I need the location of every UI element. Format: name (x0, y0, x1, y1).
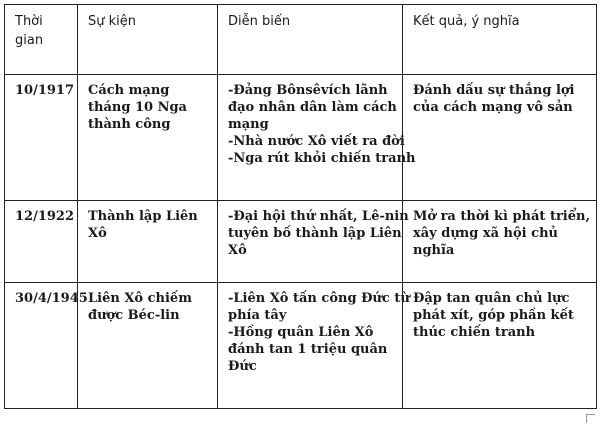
cell-progress (218, 201, 409, 283)
cell-result (403, 283, 597, 409)
time-line: 10/1917 (15, 83, 75, 98)
progress-line: đánh tan 1 triệu quân (228, 342, 388, 357)
progress-line: tuyên bố thành lập Liên (228, 226, 402, 241)
progress-line: Đức (228, 359, 257, 374)
header-cell-progress (218, 5, 403, 75)
result-line: xây dựng xã hội chủ (413, 226, 558, 241)
event-line: được Béc-lin (88, 308, 180, 323)
progress-line: -Nhà nước Xô viết ra đời (228, 134, 405, 149)
cell-time (5, 75, 78, 201)
time-line: 12/1922 (15, 209, 75, 224)
event-line: thành công (88, 117, 171, 132)
progress-line: phía tây (228, 308, 287, 323)
result-line: nghĩa (413, 243, 455, 258)
result-line: Mở ra thời kì phát triển, (413, 209, 590, 224)
event-line: tháng 10 Nga (88, 100, 187, 115)
progress-line: -Hồng quân Liên Xô (228, 325, 374, 340)
header-cell-event (78, 5, 218, 75)
result-line: của cách mạng vô sản (413, 100, 573, 115)
cell-result (403, 75, 597, 201)
result-line: Đánh dấu sự thắng lợi (413, 83, 575, 98)
table-row (5, 283, 597, 409)
progress-line: -Nga rút khỏi chiến tranh (228, 151, 416, 166)
header-cell-result (403, 5, 597, 75)
cell-result (403, 201, 597, 283)
progress-line: -Liên Xô tấn công Đức từ (228, 291, 410, 306)
event-line: Xô (88, 226, 107, 241)
cell-progress (218, 283, 410, 409)
cell-event (78, 75, 218, 201)
header-time-line: Thời (15, 14, 43, 29)
header-cell-time (5, 5, 78, 75)
cell-event (78, 283, 218, 409)
result-line: thúc chiến tranh (413, 325, 536, 340)
table-row (5, 201, 597, 283)
event-line: Cách mạng (88, 83, 170, 98)
table-row (5, 75, 597, 201)
cell-progress (218, 75, 416, 201)
event-line: Thành lập Liên (88, 209, 198, 224)
cell-time (5, 283, 88, 409)
cell-event (78, 201, 218, 283)
header-time-line: gian (15, 33, 44, 48)
cell-time (5, 201, 78, 283)
header-event-line: Sự kiện (88, 14, 137, 29)
progress-line: đạo nhân dân làm cách (228, 100, 397, 115)
history-table (4, 4, 597, 409)
result-line: phát xít, góp phần kết (413, 308, 574, 323)
header-progress-line: Diễn biến (228, 14, 291, 29)
result-line: Đập tan quân chủ lực (413, 291, 570, 306)
progress-line: -Đảng Bônsêvích lãnh (228, 83, 388, 98)
table-header-row (5, 5, 597, 75)
progress-line: Xô (228, 243, 247, 258)
time-line: 30/4/1945 (15, 291, 88, 306)
progress-line: mạng (228, 117, 269, 132)
page-corner-mark (586, 414, 595, 423)
progress-line: -Đại hội thứ nhất, Lê-nin (228, 209, 409, 224)
header-result-line: Kết quả, ý nghĩa (413, 14, 520, 29)
event-line: Liên Xô chiếm (88, 291, 192, 306)
